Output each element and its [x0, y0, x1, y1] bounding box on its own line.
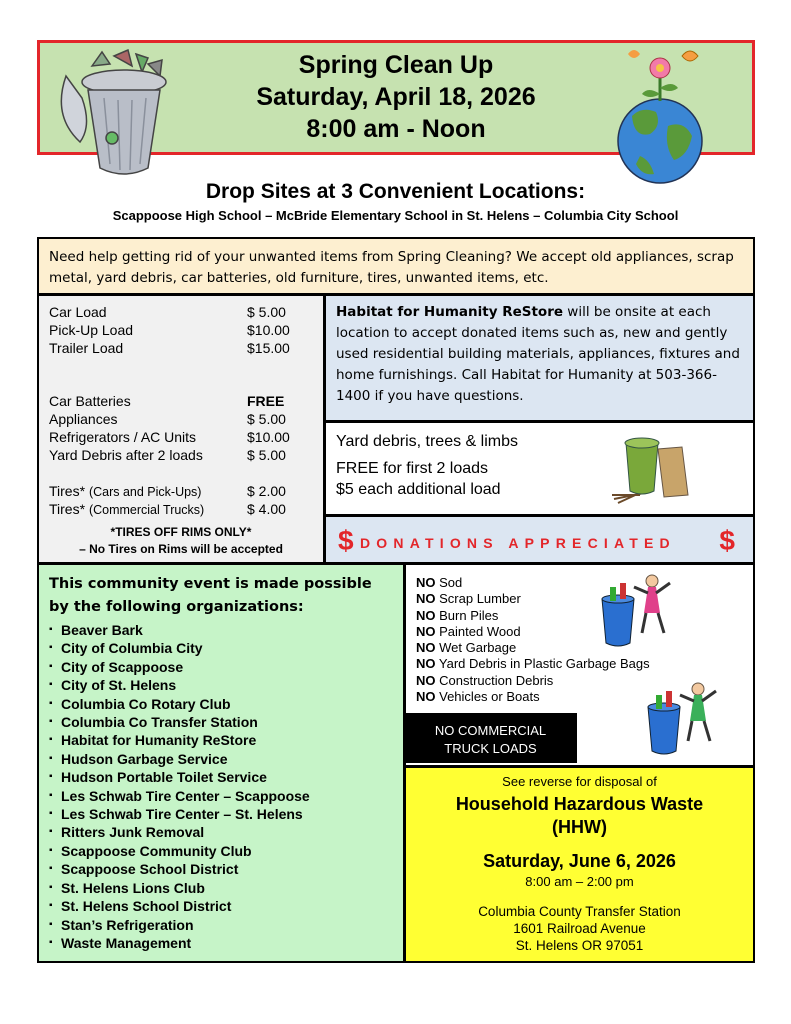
sponsor-item: ▪ Les Schwab Tire Center – St. Helens	[49, 805, 393, 823]
not-accepted-item: NO Sod	[416, 575, 463, 590]
sponsor-item: ▪ Beaver Bark	[49, 621, 393, 639]
sponsor-item: ▪ Ritters Junk Removal	[49, 823, 393, 841]
yard-line-3: $5 each additional load	[336, 481, 501, 498]
donations-text: DONATIONS APPRECIATED	[360, 535, 676, 551]
not-accepted-item: NO Wet Garbage	[416, 640, 517, 656]
hhw-title-2: (HHW)	[552, 817, 607, 837]
not-accepted-item: NO Construction Debris	[416, 672, 554, 688]
sponsors-heading: This community event is made possible by the following organizations:	[49, 576, 372, 615]
price-row: Yard Debris after 2 loads $ 5.00	[49, 447, 286, 463]
sponsors-box	[37, 563, 405, 963]
yard-line-2: FREE for first 2 loads	[336, 460, 489, 477]
tires-note-2: – No Tires on Rims will be accepted	[79, 542, 283, 556]
price-row: Trailer Load $15.00	[49, 340, 290, 356]
hhw-address-3: St. Helens OR 97051	[515, 938, 644, 953]
sponsor-item: ▪ City of Scappoose	[49, 658, 393, 676]
donations-banner	[324, 515, 755, 564]
price-row: Appliances $ 5.00	[49, 411, 286, 427]
habitat-name: Habitat for Humanity ReStore	[336, 304, 564, 320]
not-accepted-item: NO Burn Piles	[416, 607, 499, 623]
sponsor-item: ▪ Stan’s Refrigeration	[49, 916, 393, 934]
hhw-time: 8:00 am – 2:00 pm	[525, 874, 634, 889]
hhw-date: Saturday, June 6, 2026	[483, 851, 676, 871]
sponsor-item: ▪ City of Columbia City	[49, 639, 393, 657]
sponsor-item: ▪ St. Helens Lions Club	[49, 879, 393, 897]
hhw-box	[404, 766, 755, 963]
sponsor-item: ▪ Hudson Garbage Service	[49, 750, 393, 768]
tires-note-1: *TIRES OFF RIMS ONLY*	[110, 525, 252, 539]
no-commercial-line-1: NO COMMERCIAL	[434, 723, 547, 738]
habitat-box	[324, 294, 755, 422]
sponsor-item: ▪ Habitat for Humanity ReStore	[49, 731, 393, 749]
sponsor-item: ▪ Hudson Portable Toilet Service	[49, 768, 393, 786]
intro-box: Need help getting rid of your unwanted items from Spring Cleaning? We accept old appliances, scrap metal, yard debris, car batteries, old furniture, tires, unwanted items, etc.	[37, 237, 755, 295]
yard-line-1: Yard debris, trees & limbs	[336, 433, 518, 450]
price-row: Car Load $ 5.00	[49, 304, 286, 320]
sponsor-item: ▪ Waste Management	[49, 934, 393, 952]
sponsor-item: ▪ City of St. Helens	[49, 676, 393, 694]
yard-waste-bin-illustration	[608, 429, 692, 507]
not-accepted-item: NO Painted Wood	[416, 623, 521, 639]
price-row: Car Batteries FREE	[49, 393, 285, 409]
sponsors-list	[49, 621, 393, 952]
kid-recycling-illustration-2	[640, 681, 720, 755]
sponsor-item: ▪ Columbia Co Transfer Station	[49, 713, 393, 731]
hhw-address-1: Columbia County Transfer Station	[478, 904, 681, 919]
sponsor-item: ▪ Les Schwab Tire Center – Scappoose	[49, 787, 393, 805]
hhw-see-reverse: See reverse for disposal of	[502, 774, 657, 789]
drop-sites-title: Drop Sites at 3 Convenient Locations:	[205, 180, 586, 203]
yard-debris-box	[324, 421, 755, 516]
drop-sites-locations: Scappoose High School – McBride Elementary School in St. Helens – Columbia City School	[112, 208, 679, 223]
trash-can-illustration	[52, 46, 182, 186]
sponsor-item: ▪ St. Helens School District	[49, 897, 393, 915]
sponsor-item: ▪ Columbia Co Rotary Club	[49, 695, 393, 713]
event-title: Spring Clean Up	[298, 51, 494, 79]
price-row: Tires* (Commercial Trucks) $ 4.00	[49, 501, 286, 517]
sponsor-item: ▪ Scappoose School District	[49, 860, 393, 878]
dollar-sign-right: $	[719, 525, 735, 556]
no-commercial-box	[404, 713, 577, 763]
price-row: Pick-Up Load $10.00	[49, 322, 290, 338]
earth-flower-illustration	[610, 46, 720, 186]
event-time: 8:00 am - Noon	[306, 115, 486, 143]
habitat-text: will be onsite at each location to accept donated items such as, new and gently used residential building materials, appliances, fixtures and home furnishings. Call Habitat for Humanity at 503-366-1400 if you have questions.	[336, 304, 740, 404]
kid-recycling-illustration	[594, 573, 674, 647]
hhw-address-2: 1601 Railroad Avenue	[513, 921, 646, 936]
price-row: Refrigerators / AC Units $10.00	[49, 429, 290, 445]
event-date: Saturday, April 18, 2026	[256, 83, 536, 111]
dollar-sign-left: $	[338, 525, 354, 556]
not-accepted-item: NO Scrap Lumber	[416, 591, 521, 607]
sponsor-item: ▪ Scappoose Community Club	[49, 842, 393, 860]
hhw-title-1: Household Hazardous Waste	[455, 794, 704, 814]
price-row: Tires* (Cars and Pick-Ups) $ 2.00	[49, 483, 286, 499]
not-accepted-item: NO Yard Debris in Plastic Garbage Bags	[416, 656, 650, 672]
not-accepted-item: NO Vehicles or Boats	[416, 689, 540, 705]
price-list	[37, 294, 325, 564]
no-commercial-line-2: TRUCK LOADS	[444, 741, 537, 756]
